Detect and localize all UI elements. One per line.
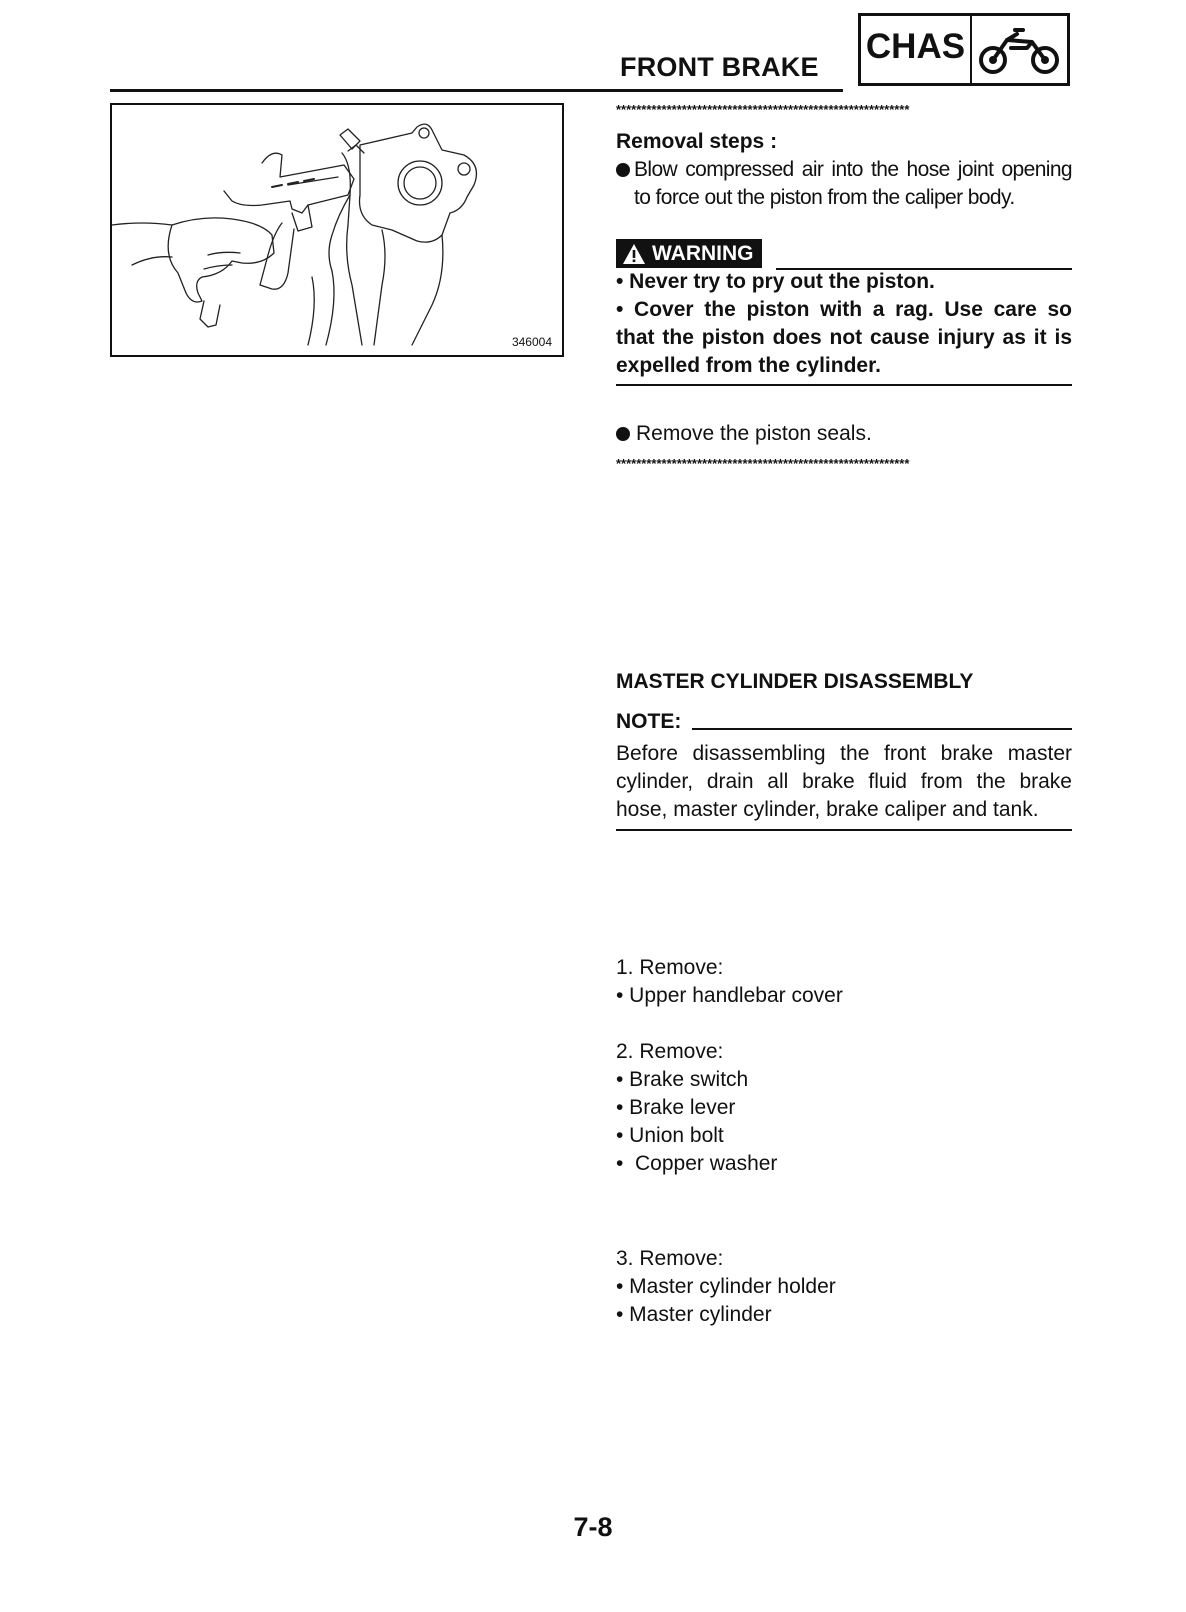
figure-code: 346004 — [511, 335, 552, 349]
motorcycle-icon — [972, 16, 1067, 83]
step-title: 1. Remove: — [616, 956, 724, 979]
caliper-illustration — [110, 103, 564, 357]
step-3 — [616, 1245, 1072, 1329]
chapter-box — [858, 13, 1070, 86]
warning-label: WARNING — [652, 241, 754, 265]
removal-step-2-text: Remove the piston seals. — [636, 422, 872, 445]
removal-heading: Removal steps : — [616, 130, 778, 153]
note-rule — [692, 728, 1072, 730]
warning-badge — [616, 239, 762, 268]
separator-top: ********************************************************** — [616, 103, 910, 117]
step-item: • Brake switch — [616, 1068, 749, 1091]
air-gun-caliper-drawing — [112, 105, 562, 355]
step-item: • Union bolt — [616, 1124, 724, 1147]
step-title: 3. Remove: — [616, 1247, 724, 1270]
note-text: Before disassembling the front brake master cylinder, drain all brake fluid from the brake hose, master cylinder, brake caliper and tank. — [616, 742, 1072, 821]
warning-triangle-icon — [622, 243, 646, 265]
separator-bottom: ********************************************************** — [616, 457, 910, 471]
section-title: FRONT BRAKE — [620, 52, 819, 82]
step-item: • Master cylinder holder — [616, 1275, 836, 1298]
master-cylinder-heading: MASTER CYLINDER DISASSEMBLY — [616, 670, 974, 693]
step-1 — [616, 954, 1072, 1010]
warning-text — [616, 268, 1072, 380]
warning-bottom-rule — [616, 384, 1072, 386]
header-rule — [110, 89, 843, 92]
note-label: NOTE: — [616, 710, 682, 733]
step-title: 2. Remove: — [616, 1040, 724, 1063]
step-2 — [616, 1038, 1072, 1178]
chapter-code: CHAS — [861, 16, 972, 83]
step-item: • Brake lever — [616, 1096, 736, 1119]
step-item: • Copper washer — [616, 1152, 778, 1175]
step-item: • Master cylinder — [616, 1303, 772, 1326]
note-bottom-rule — [616, 829, 1072, 831]
page-number: 7-8 — [573, 1512, 613, 1542]
warning-line-1: • Never try to pry out the piston. — [616, 270, 935, 293]
removal-step-1 — [616, 156, 1072, 212]
step-item: • Upper handlebar cover — [616, 984, 843, 1007]
bullet-dot — [616, 427, 630, 441]
warning-line-2: • Cover the piston with a rag. Use care so that the piston does not cause injury as it is expelled from the cylinder. — [616, 298, 1072, 377]
bullet-dot — [616, 163, 630, 177]
removal-step-2 — [616, 420, 1072, 448]
removal-step-1-text: Blow compressed air into the hose joint opening to force out the piston from the caliper body. — [634, 158, 1072, 209]
